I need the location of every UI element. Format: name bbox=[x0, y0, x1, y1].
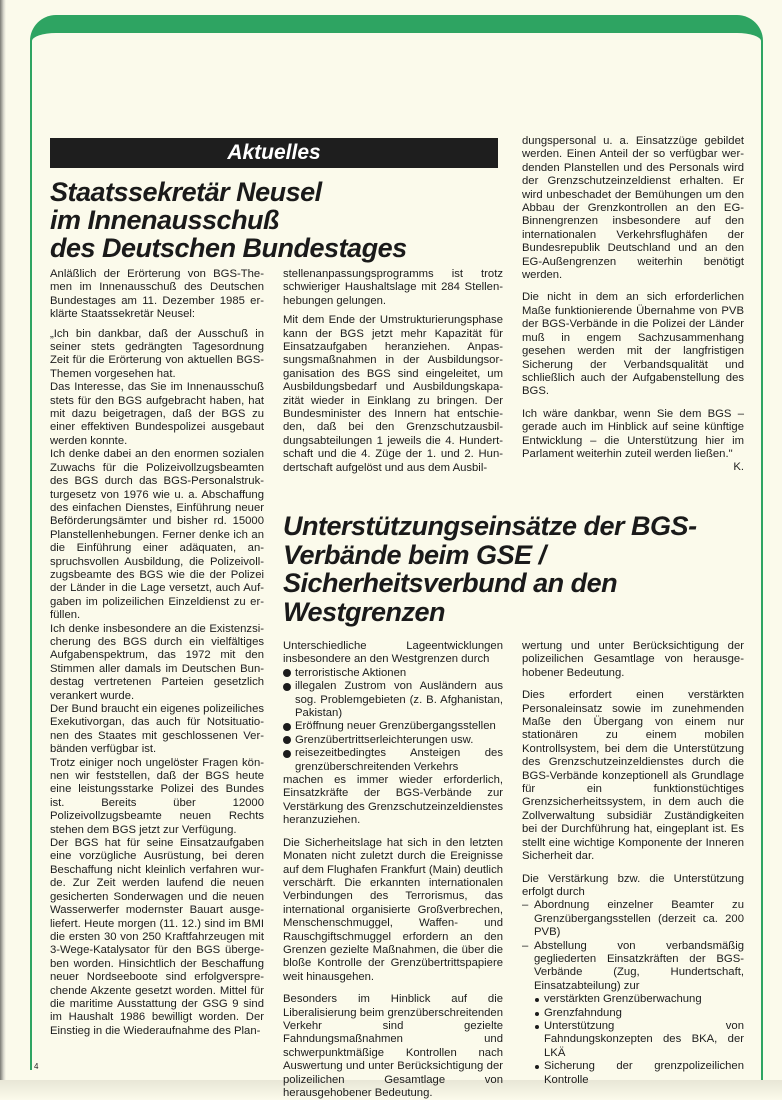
paragraph: Die Verstärkung bzw. die Unterstützung erfolgt durch bbox=[522, 872, 744, 898]
list-item: verstärkten Grenzüberwachung bbox=[534, 993, 744, 1006]
page-edge-shadow bbox=[0, 0, 6, 1100]
paragraph: Mit dem Ende der Umstrukturierungsphase kann der BGS jetzt mehr Kapazität für Einsatzaufgaben heranziehen. Anpassungsmaßnahmen in der Ausbildungsorganisation des BGS sind eingeleitet, um Ausbildungsbedarf und Ausbildungskapazität wieder in Einklang zu bringen. Der Bundesminister des Innern hat entschieden, daß bei den Grenzschutzausbildungsabteilungen 1 jeweils die 4. Hundertschaft und die 4. Züge der 1. und 2. Hundertschaft aufgelöst und aus dem Ausbil- bbox=[283, 314, 503, 474]
list-item-text: Abstellung von verbandsmäßig gegliederten Einsatzkräften der BGS-Verbände (Zug, Hundertschaft, Einsatzabteilung) zur bbox=[534, 939, 744, 992]
list-item bbox=[522, 940, 744, 1087]
paragraph: dungspersonal u. a. Einsatzzüge gebildet werden. Einen Anteil der so verfügbar werdenden Planstellen und des Personals wird der Grenzschutzeinzeldienst erhalten. Er wird unbeschadet der Bemühungen um den Abbau der Grenzkontrollen an den EG-Binnengrenzen insbesondere auf den internationalen Verkehrsflughäfen der Bundesrepublik Deutschland und an den EG-Außengrenzen weiterhin benötigt werden. bbox=[522, 135, 744, 282]
article1-column-1 bbox=[50, 268, 264, 1038]
list-item: Eröffnung neuer Grenzübergangsstellen bbox=[283, 720, 503, 733]
bullet-list bbox=[283, 667, 503, 774]
paragraph: Besonders im Hinblick auf die Liberalisierung beim grenzüberschreitenden Verkehr sind gezielte Fahndungsmaßnahmen und schwerpunktmäßige Kontrollen nach Auswertung und unter Berücksichtigung der polizeilichen Gesamtlage von herausgehobener Bedeutung. bbox=[283, 993, 503, 1099]
paragraph: Das Interesse, das Sie im Innenausschuß stets für den BGS aufgebracht haben, hat mit dazu beigetragen, daß der BGS zu einer effektiven Bundespolizei ausgebaut werden konnte. bbox=[50, 381, 264, 447]
green-frame-right bbox=[761, 50, 763, 1080]
paragraph: wertung und unter Berücksichtigung der polizeilichen Gesamtlage von herausgehobener Bedeutung. bbox=[522, 640, 744, 679]
article2-headline bbox=[283, 512, 753, 626]
article1-headline bbox=[50, 178, 520, 262]
section-banner: Aktuelles bbox=[50, 138, 498, 168]
list-item: Sicherung der grenzpolizeilichen Kontrolle bbox=[534, 1060, 744, 1087]
list-item: – Abordnung einzelner Beamter zu Grenzübergangsstellen (derzeit ca. 200 PVB) bbox=[522, 899, 744, 939]
paragraph: Die nicht in dem an sich erforderlichen Maße funktionierende Übernahme von PVB der BGS-Verbände in die Polizei der Länder muß in engem Sachzusammenhang gesehen werden mit der langfristigen Sicherung der Verbandsqualität und schließlich auch der Aufgabenstellung des BGS. bbox=[522, 291, 744, 398]
article2-column-1 bbox=[283, 640, 503, 1100]
paragraph: machen es immer wieder erforderlich, Einsatzkräfte der BGS-Verbände zur Verstärkung des Grenzschutzeinzeldienstes heranzuziehen. bbox=[283, 774, 503, 827]
list-item: Grenzfahndung bbox=[534, 1007, 744, 1020]
paragraph: Dies erfordert einen verstärkten Personaleinsatz sowie im zunehmenden Maße den Übergang von einem nur stationären zu einem mobilen Kontrollsystem, bei dem die Unterstützung des Grenzschutzeinzeldienstes durch die BGS-Verbände konzeptionell als Grundlage für ein funktionstüchtiges Grenzsicherheitssystem, in dem auch die Zollverwaltung subsidiär Zuständigkeiten bei der Durchführung hat, eingeplant ist. Es stellt eine wichtige Komponente der Inneren Sicherheit dar. bbox=[522, 689, 744, 863]
paragraph: stellenanpassungsprogramms ist trotz schwieriger Haushaltslage mit 284 Stellenhebungen gelungen. bbox=[283, 268, 503, 307]
article2-column-2 bbox=[522, 640, 744, 1087]
paragraph: Ich wäre dankbar, wenn Sie dem BGS – gerade auch im Hinblick auf seine künftige Entwicklung – die Unterstützung hier im Parlament weiterhin zuteil werden ließen." bbox=[522, 407, 744, 460]
list-item: illegalen Zustrom von Ausländern aus sog. Problemgebieten (z. B. Afghanistan, Pakistan) bbox=[283, 680, 503, 720]
green-frame-left bbox=[30, 50, 32, 1070]
author-signature: K. bbox=[733, 461, 744, 474]
paragraph: Die Sicherheitslage hat sich in den letzten Monaten nicht zuletzt durch die Ereignisse auf dem Flughafen Frankfurt (Main) deutlich verschärft. Die erkannten internationalen Verbindungen des Terrorismus, das international organisierte Großverbrechen, Menschenschmuggel, Waffen- und Rauschgiftschmuggel erfordern an den Grenzen gezielte Maßnahmen, die über die bloße Kontrolle der Grenzübertrittspapiere weit hinausgehen. bbox=[283, 836, 503, 983]
headline-line: des Deutschen Bundestages bbox=[50, 233, 407, 263]
list-item: Grenzübertrittserleichterungen usw. bbox=[283, 734, 503, 747]
paragraph: Der Bund braucht ein eigenes polizeiliches Exekutivorgan, das auch für Notsituationen des Staates mit geschlossenen Verbänden verfügbar ist. bbox=[50, 703, 264, 756]
page-number: 4 bbox=[34, 1062, 39, 1071]
paragraph: „Ich bin dankbar, daß der Ausschuß in seiner stets gedrängten Tagesordnung Zeit für die Erörterung von aktuellen BGS-Themen vorgesehen hat. bbox=[50, 327, 264, 380]
paragraph: Anläßlich der Erörterung von BGS-Themen im Innenausschuß des Deutschen Bundestages am 11. Dezember 1985 erklärte Staatssekretär Neusel: bbox=[50, 268, 264, 321]
list-item: reisezeitbedingtes Ansteigen des grenzüberschreitenden Verkehrs bbox=[283, 747, 503, 774]
list-item: terroristische Aktionen bbox=[283, 667, 503, 680]
headline-line: Sicherheitsverbund an den bbox=[283, 568, 618, 598]
paragraph: Trotz einiger noch ungelöster Fragen können wir feststellen, daß der BGS heute eine leistungsstarke Polizei des Bundes ist. Bereits über 12000 Polizeivollzugsbeamte neuen Rechts stehen dem BGS jetzt zur Verfügung. bbox=[50, 756, 264, 836]
headline-line: im Innenausschuß bbox=[50, 205, 280, 235]
paragraph: Ich denke insbesondere an die Existenzsicherung des BGS durch ein vielfältiges Aufgabenspektrum, das 1972 mit den Stimmen aller damals im Deutschen Bundestag vertretenen Parteien gesetzlich verankert wurde. bbox=[50, 622, 264, 702]
headline-line: Staatssekretär Neusel bbox=[50, 177, 322, 207]
article1-column-2 bbox=[283, 268, 503, 475]
article1-column-3 bbox=[522, 135, 744, 475]
headline-line: Verbände beim GSE / bbox=[283, 539, 546, 570]
headline-line: Unterstützungseinsätze der BGS- bbox=[283, 511, 697, 541]
paragraph: Ich denke dabei an den enormen sozialen Zuwachs für die Polizeivollzugsbeamten des BGS durch das BGS-Personalstrukturgesetz von 1976 wie u. a. Abschaffung des einfachen Dienstes, Einführung neuer Beförderungsämter und bisher rd. 15000 Planstellenhebungen. Ferner denke ich an die Einführung einer adäquaten, anspruchsvollen Ausbildung, die Polizeivollzugsbeamte des BGS wie die der Polizei der Länder in die Lage versetzt, auch Aufgaben im polizeilichen Einzeldienst zu erfüllen. bbox=[50, 448, 264, 622]
green-frame-top bbox=[30, 15, 763, 55]
headline-line: Westgrenzen bbox=[283, 596, 446, 627]
paragraph: Der BGS hat für seine Einsatzaufgaben eine vorzügliche Ausrüstung, bei deren Beschaffung nicht kleinlich verfahren wurde. Zur Zeit werden laufend die neuen gesicherten Sonderwagen und die neuen Wasserwerfer modernster Bauart ausgeliefert. Heute morgen (11. 12.) sind im BMI die ersten 30 von 250 Kraftfahrzeugen mit 3-Wege-Katalysator für den BGS übergeben worden. Hinsichtlich der Beschaffung neuer Nordseeboote sind erfolgversprechende Akzente gesetzt worden. Mittel für die maritime Ausstattung der GSG 9 sind im Haushalt 1986 bewilligt worden. Der Einstieg in die Wiederaufnahme des Plan- bbox=[50, 837, 264, 1037]
list-item: Unterstützung von Fahndungskonzepten des BKA, der LKÄ bbox=[534, 1020, 744, 1060]
dash-list bbox=[522, 899, 744, 1087]
paragraph: Unterschiedliche Lageentwicklungen insbesondere an den Westgrenzen durch bbox=[283, 640, 503, 666]
sub-bullet-list bbox=[534, 993, 744, 1087]
